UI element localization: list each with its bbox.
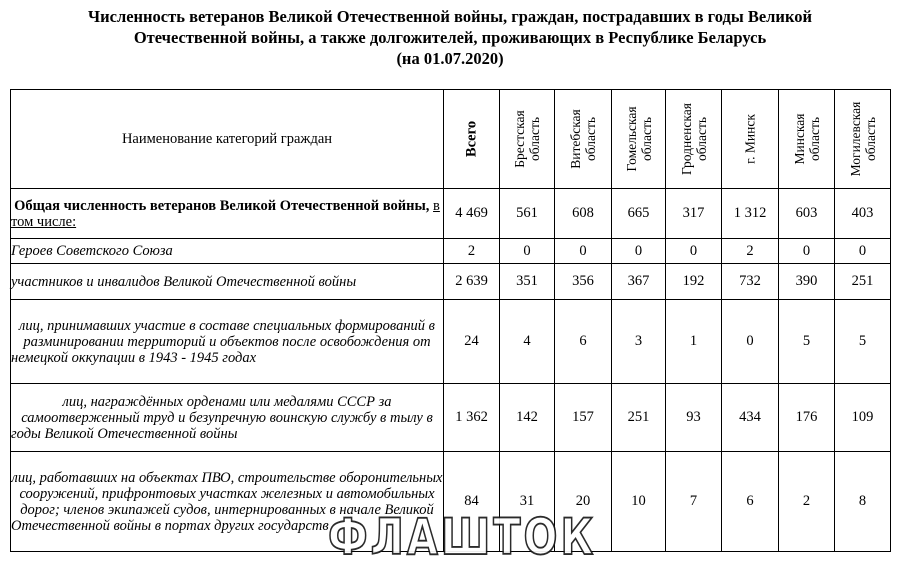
cell-minsk-city: 0 bbox=[722, 300, 779, 384]
header-vitebsk-label: Витебская область bbox=[568, 109, 598, 169]
cell-vitebsk: 6 bbox=[555, 300, 612, 384]
cell-vitebsk: 0 bbox=[555, 239, 612, 264]
cell-brest: 351 bbox=[500, 264, 555, 300]
cell-gomel: 367 bbox=[612, 264, 666, 300]
cell-minsk-city: 1 312 bbox=[722, 189, 779, 239]
cell-grodno: 192 bbox=[666, 264, 722, 300]
cell-gomel: 665 bbox=[612, 189, 666, 239]
cell-brest: 561 bbox=[500, 189, 555, 239]
header-mogilev-label: Могилевская область bbox=[847, 101, 878, 177]
header-grodno-label: Гродненская область bbox=[678, 103, 709, 175]
header-vitebsk bbox=[555, 90, 612, 189]
page-title bbox=[40, 6, 860, 69]
header-row bbox=[11, 90, 891, 189]
veterans-table bbox=[10, 89, 891, 552]
header-mogilev bbox=[835, 90, 891, 189]
cell-minsk-region: 0 bbox=[779, 239, 835, 264]
header-minsk-city bbox=[722, 90, 779, 189]
title-line-2: Отечественной войны, а также долгожителей, проживающих в Республике Беларусь bbox=[133, 28, 767, 47]
cell-brest: 0 bbox=[500, 239, 555, 264]
row-name: лиц, работавших на объектах ПВО, строительстве оборонительных сооружений, прифронтовых участках железных и автомобильных дорог; членов экипажей судов, интернированных в начале Великой Отечественной войны в портах других государств bbox=[11, 452, 444, 552]
table-row bbox=[11, 300, 891, 384]
cell-total: 84 bbox=[444, 452, 500, 552]
header-minsk-region bbox=[779, 90, 835, 189]
header-total-label: Всего bbox=[463, 120, 479, 158]
header-minsk-region-label: Минская область bbox=[791, 113, 822, 165]
cell-gomel: 0 bbox=[612, 239, 666, 264]
cell-gomel: 3 bbox=[612, 300, 666, 384]
cell-grodno: 7 bbox=[666, 452, 722, 552]
header-gomel-label: Гомельская область bbox=[623, 106, 654, 172]
cell-mogilev: 8 bbox=[835, 452, 891, 552]
row-name: участников и инвалидов Великой Отечественной войны bbox=[11, 264, 444, 300]
cell-total: 24 bbox=[444, 300, 500, 384]
header-grodno bbox=[666, 90, 722, 189]
row-name-text: Общая численность ветеранов Великой Отечественной войны, bbox=[14, 197, 430, 214]
cell-minsk-city: 6 bbox=[722, 452, 779, 552]
cell-vitebsk: 157 bbox=[555, 384, 612, 452]
cell-mogilev: 109 bbox=[835, 384, 891, 452]
watermark-logo: ФЛАШТОК bbox=[328, 509, 597, 567]
cell-gomel: 251 bbox=[612, 384, 666, 452]
cell-total: 2 bbox=[444, 239, 500, 264]
cell-total: 2 639 bbox=[444, 264, 500, 300]
cell-minsk-city: 732 bbox=[722, 264, 779, 300]
cell-total: 1 362 bbox=[444, 384, 500, 452]
header-gomel bbox=[612, 90, 666, 189]
cell-vitebsk: 608 bbox=[555, 189, 612, 239]
header-brest bbox=[500, 90, 555, 189]
table-row bbox=[11, 239, 891, 264]
cell-grodno: 1 bbox=[666, 300, 722, 384]
row-name: лиц, награждённых орденами или медалями СССР за самоотверженный труд и безупречную воинскую службу в тылу в годы Великой Отечественной войны bbox=[11, 384, 444, 452]
cell-gomel: 10 bbox=[612, 452, 666, 552]
row-name: Героев Советского Союза bbox=[11, 239, 444, 264]
cell-brest: 4 bbox=[500, 300, 555, 384]
cell-minsk-city: 434 bbox=[722, 384, 779, 452]
cell-grodno: 93 bbox=[666, 384, 722, 452]
cell-mogilev: 0 bbox=[835, 239, 891, 264]
cell-vitebsk: 20 bbox=[555, 452, 612, 552]
header-brest-label: Брестская область bbox=[512, 110, 542, 168]
cell-mogilev: 251 bbox=[835, 264, 891, 300]
cell-brest: 31 bbox=[500, 452, 555, 552]
cell-mogilev: 5 bbox=[835, 300, 891, 384]
cell-grodno: 0 bbox=[666, 239, 722, 264]
table-row bbox=[11, 264, 891, 300]
row-name-suffix: в том числе: bbox=[11, 197, 440, 230]
header-minsk-city-label: г. Минск bbox=[742, 114, 758, 164]
cell-minsk-region: 5 bbox=[779, 300, 835, 384]
cell-minsk-region: 176 bbox=[779, 384, 835, 452]
cell-brest: 142 bbox=[500, 384, 555, 452]
cell-minsk-city: 2 bbox=[722, 239, 779, 264]
cell-vitebsk: 356 bbox=[555, 264, 612, 300]
cell-grodno: 317 bbox=[666, 189, 722, 239]
cell-minsk-region: 2 bbox=[779, 452, 835, 552]
cell-minsk-region: 390 bbox=[779, 264, 835, 300]
header-total bbox=[444, 90, 500, 189]
row-name bbox=[11, 189, 444, 239]
row-name: лиц, принимавших участие в составе специальных формирований в разминировании территорий и объектов после освобождения от немецкой оккупации в 1943 - 1945 годах bbox=[11, 300, 444, 384]
cell-minsk-region: 603 bbox=[779, 189, 835, 239]
table-row bbox=[11, 189, 891, 239]
table-row bbox=[11, 384, 891, 452]
title-line-3: (на 01.07.2020) bbox=[396, 49, 504, 68]
cell-mogilev: 403 bbox=[835, 189, 891, 239]
title-line-1: Численность ветеранов Великой Отечественной войны, граждан, пострадавших в годы Великой bbox=[88, 7, 812, 26]
header-name: Наименование категорий граждан bbox=[11, 90, 444, 189]
cell-total: 4 469 bbox=[444, 189, 500, 239]
